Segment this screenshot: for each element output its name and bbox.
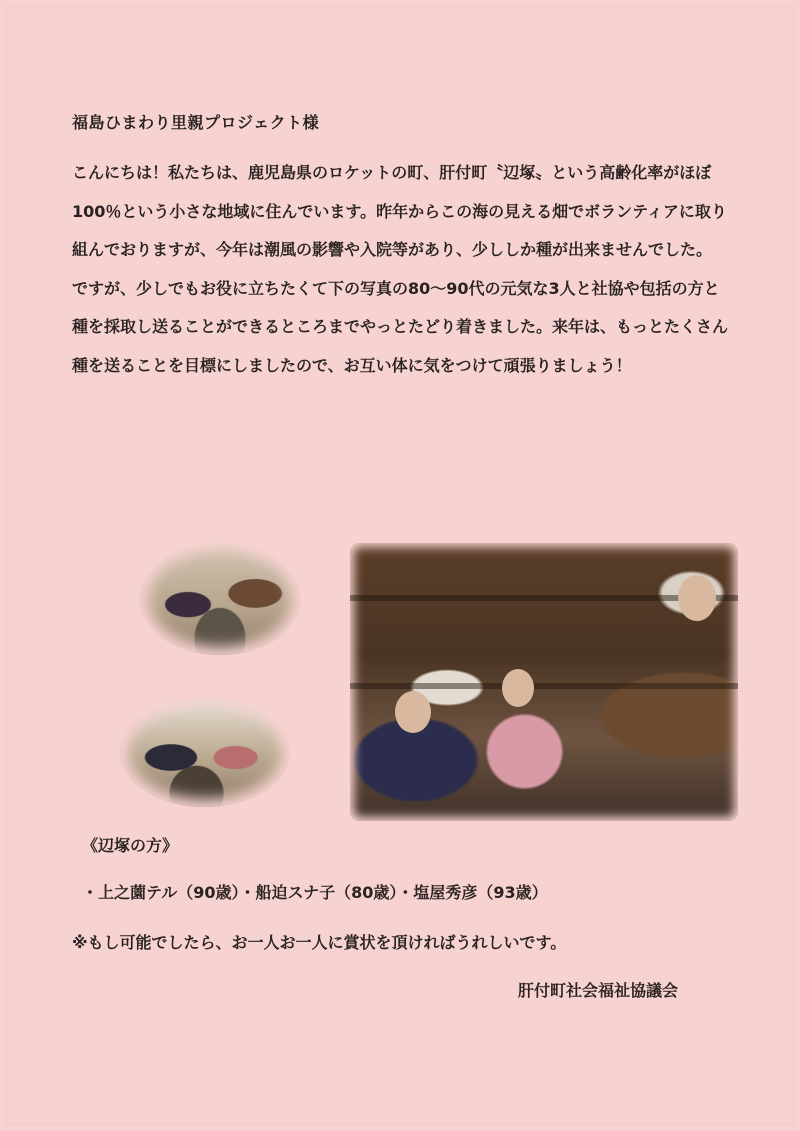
paragraph-1: こんにちは！私たちは、鹿児島県のロケットの町、肝付町〝辺塚〟という高齢化率がほぼ 100％という小さな地域に住んでいます。昨年からこの海の見える畑でボランティアに取り組んでおりますが、今年は潮風の影響や入院等があり、少ししか種が出来ませんでした。 [72, 163, 727, 259]
caption-heading: 《辺塚の方》 [82, 836, 179, 855]
photo-face [502, 669, 534, 707]
photo-three-elders [350, 543, 738, 821]
request-note: ※もし可能でしたら、お一人お一人に賞状を頂ければうれしいです。 [72, 933, 567, 952]
letter-addressee: 福島ひまわり里親プロジェクト様 [72, 113, 320, 132]
paragraph-2: ですが、少しでもお役に立ちたくて下の写真の80～90代の元気な3人と社協や包括の方と種を採取し送ることができるところまでやっとたどり着きました。来年は、もっとたくさん種を送ることを目標にしましたので、お互い体に気をつけて頑張りましょう！ [72, 278, 729, 375]
photo-sorting-seeds-oval-top [140, 543, 300, 655]
photo-face [678, 575, 716, 621]
sender-name: 肝付町社会福祉協議会 [517, 981, 678, 1000]
photo-shelf [350, 683, 738, 689]
photo-face [395, 691, 431, 733]
photo-sorting-seeds-oval-bottom [120, 697, 290, 807]
letter-body [72, 154, 732, 385]
participant-names: ・上之薗テル（90歳）・船迫スナ子（80歳）・塩屋秀彦（93歳） [82, 883, 548, 902]
